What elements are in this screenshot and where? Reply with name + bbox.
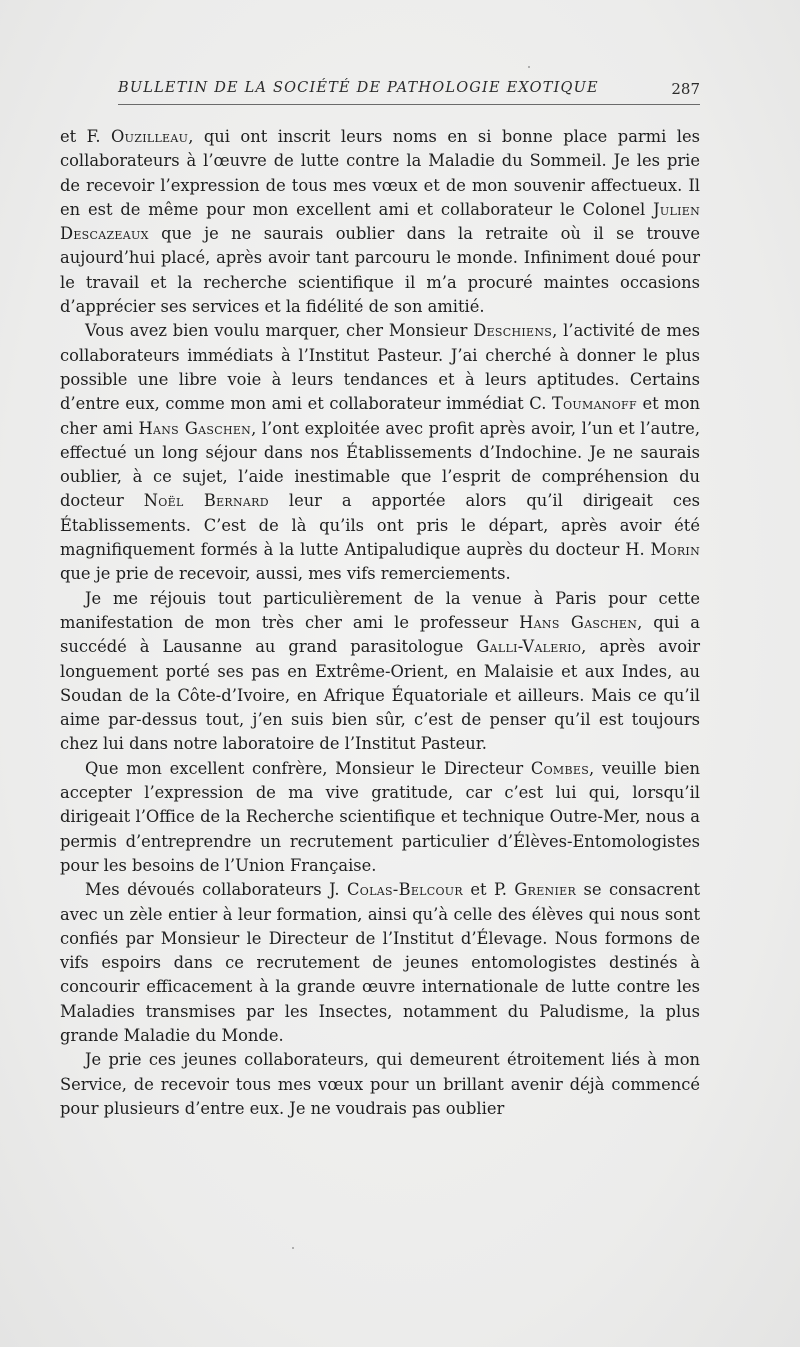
author-name: Hans Gaschen <box>138 418 252 438</box>
author-name: Hans Gaschen <box>519 612 638 632</box>
text-segment: et P. <box>462 880 515 900</box>
body-text <box>60 125 700 1121</box>
text-segment: Mes dévoués collaborateurs J. <box>85 880 348 900</box>
text-segment: que je ne saurais oublier dans la retraite où il se trouve aujourd’hui placé, après avoir tant parcouru le monde. Infiniment doué pour le travail et la recherche scientifique il m’a procuré maintes occasions d’apprécier ses services et la fidélité de son amitié. <box>60 224 700 317</box>
text-segment: et F. <box>60 127 112 146</box>
paragraph-5 <box>60 878 700 1048</box>
author-name: Toumanoff <box>551 394 637 414</box>
author-name: Noël Bernard <box>143 491 269 511</box>
paper-speck <box>528 66 530 68</box>
text-segment: Vous avez bien voulu marquer, cher Monsieur <box>85 321 474 341</box>
text-segment: se consacrent avec un zèle entier à leur formation, ainsi qu’à celle des élèves qui nous sont confiés par Monsieur le Directeur de l’Institut d’Élevage. Nous formons de vifs espoirs dans ce recrutement de jeunes entomologistes destinés à concourir efficacement à la grande œuvre internationale de lutte contre les Maladies transmises par les Insectes, notamment du Paludisme, la plus grande Maladie du Monde. <box>60 880 700 1045</box>
author-name: Combes <box>530 758 590 778</box>
page-header <box>118 80 700 105</box>
paragraph-4 <box>60 757 700 878</box>
author-name: Galli-Valerio <box>476 637 582 657</box>
author-name: Colas-Belcour <box>347 880 463 900</box>
paragraph-1 <box>60 125 700 319</box>
text-segment: Que mon excellent confrère, Monsieur le Directeur <box>85 758 531 778</box>
author-name: Grenier <box>514 880 577 900</box>
paper-speck <box>292 1247 294 1249</box>
text-segment: , après avoir longuement porté ses pas en Extrême-Orient, en Malaisie et aux Indes, au Soudan de la Côte-d’Ivoire, en Afrique Équatoriale et ailleurs. Mais ce qu’il aime par-dessus tout, j’en suis bien sûr, c’est de penser qu’il est toujours chez lui dans notre laboratoire de l’Institut Pasteur. <box>60 637 700 754</box>
text-segment: leur a apportée alors qu’il dirigeait ces Établissements. C’est de là qu’ils ont pris le départ, après avoir été magnifiquement formés à la lutte Antipaludique auprès du docteur H. <box>60 491 701 560</box>
text-segment: Je me réjouis tout particulièrement de la venue à Paris pour cette manifestation de mon très cher ami le professeur <box>60 588 700 632</box>
page-number: 287 <box>671 80 700 98</box>
paragraph-3 <box>60 587 700 757</box>
author-name: Julien Descazeaux <box>60 199 700 244</box>
text-segment: , l’activité de mes collaborateurs immédiats à l’Institut Pasteur. J’ai cherché à donner le plus possible une libre voie à leurs tendances et à leurs aptitudes. Certains d’entre eux, comme mon ami et collaborateur immédiat C. <box>60 321 700 414</box>
text-segment: , l’ont exploitée avec profit après avoir, l’un et l’autre, effectué un long séjour dans nos Établissements d’Indochine. Je ne saurais oublier, à ce sujet, l’aide inestimable que l’esprit de compréhension du docteur <box>60 418 700 511</box>
text-segment: , qui a succédé à Lausanne au grand parasitologue <box>60 612 700 657</box>
text-segment: , qui ont inscrit leurs noms en si bonne place parmi les collaborateurs à l’œuvre de lutte contre la Maladie du Sommeil. Je les prie de recevoir l’expression de tous mes vœux et de mon souvenir affectueux. Il en est de même pour mon excellent ami et collaborateur le Colonel <box>60 127 700 219</box>
paragraph-2 <box>60 319 700 586</box>
text-segment: que je prie de recevoir, aussi, mes vifs remerciements. <box>60 564 511 584</box>
author-name: Deschiens <box>473 321 553 341</box>
text-segment: et mon cher ami <box>60 394 700 438</box>
text-segment: , veuille bien accepter l’expression de ma vive gratitude, car c’est lui qui, lorsqu’il dirigeait l’Office de la Recherche scientifique et technique Outre-Mer, nous a permis d’entreprendre un recrutement particulier d’Élèves-Entomologistes pour les besoins de l’Union Française. <box>60 758 700 875</box>
running-title: BULLETIN DE LA SOCIÉTÉ DE PATHOLOGIE EXOTIQUE <box>118 80 599 96</box>
text-segment: Je prie ces jeunes collaborateurs, qui demeurent étroitement liés à mon Service, de recevoir tous mes vœux pour un brillant avenir déjà commencé pour plusieurs d’entre eux. Je ne voudrais pas oublier <box>60 1050 700 1118</box>
author-name: Ouzilleau <box>111 127 189 146</box>
paragraph-6 <box>60 1048 700 1121</box>
author-name: Morin <box>650 540 700 560</box>
